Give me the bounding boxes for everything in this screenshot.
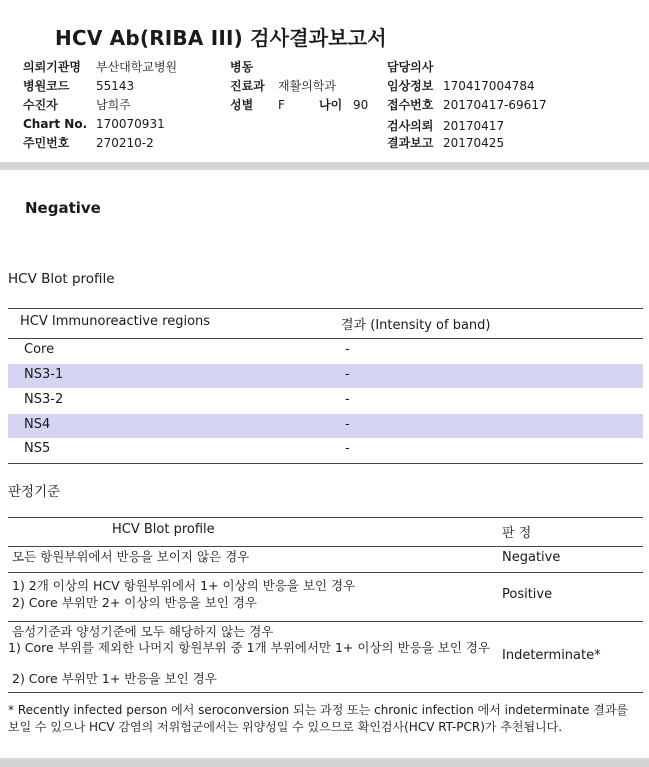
criteria-indeterminate-description: 음성기준과 양성기준에 모두 해당하지 않는 경우 bbox=[12, 624, 274, 639]
clinical-info-value: 170417004784 bbox=[443, 79, 535, 93]
institution-field bbox=[23, 58, 177, 75]
chart-no-field bbox=[23, 117, 165, 131]
criteria-table-bottom-rule bbox=[8, 692, 643, 693]
report-date-field bbox=[387, 134, 504, 151]
resident-no-field bbox=[23, 134, 154, 151]
hospital-code-value: 55143 bbox=[96, 79, 135, 93]
criteria-negative-result: Negative bbox=[502, 550, 561, 565]
sex-field bbox=[230, 96, 285, 113]
criteria-positive-result: Positive bbox=[502, 587, 553, 602]
resident-no-label: 주민번호 bbox=[23, 136, 70, 150]
request-date-label: 검사의뢰 bbox=[387, 119, 434, 133]
ward-field bbox=[230, 58, 278, 75]
blot-result-ns4: - bbox=[345, 417, 350, 432]
receipt-no-field bbox=[387, 96, 547, 113]
criteria-col-profile-header: HCV Blot profile bbox=[112, 522, 215, 537]
doctor-field bbox=[387, 58, 443, 75]
blot-region-ns4: NS4 bbox=[24, 417, 51, 432]
hospital-code-label: 병원코드 bbox=[23, 79, 70, 93]
receipt-no-value: 20170417-69617 bbox=[443, 98, 547, 112]
blot-section-title: HCV Blot profile bbox=[8, 271, 115, 287]
footer-separator bbox=[0, 758, 649, 767]
department-field bbox=[230, 77, 336, 94]
report-date-value: 20170425 bbox=[443, 136, 505, 150]
blot-result-ns3-1: - bbox=[345, 367, 350, 382]
resident-no-value: 270210-2 bbox=[96, 136, 154, 150]
footnote: * Recently infected person 에서 seroconversion 되는 과정 또는 chronic infection 에서 indeterminate 결과를 보일 수 있으나 HCV 감염의 저위험군에서는 위양성일 수 있으므로 확인검사(HCV RT-PCR)가 추천됩니다. bbox=[8, 703, 629, 734]
hospital-code-field bbox=[23, 77, 134, 94]
criteria-table-top-rule bbox=[8, 517, 643, 518]
blot-region-core: Core bbox=[24, 342, 55, 357]
chart-no-label: Chart No. bbox=[23, 117, 88, 131]
criteria-positive-condition-1: 1) 2개 이상의 HCV 항원부위에서 1+ 이상의 반응을 보인 경우 bbox=[12, 578, 356, 593]
criteria-table-header-rule bbox=[8, 546, 643, 547]
doctor-label: 담당의사 bbox=[387, 60, 434, 74]
blot-col-region-header: HCV Immunoreactive regions bbox=[20, 314, 211, 329]
institution-value: 부산대학교병원 bbox=[96, 60, 178, 74]
age-field bbox=[319, 96, 368, 113]
blot-region-ns3-2: NS3-2 bbox=[24, 392, 64, 407]
blot-result-ns5: - bbox=[345, 441, 350, 456]
department-value: 재활의학과 bbox=[278, 79, 336, 93]
clinical-info-label: 임상정보 bbox=[387, 79, 434, 93]
overall-result: Negative bbox=[25, 199, 101, 217]
criteria-row-rule bbox=[8, 572, 643, 573]
clinical-info-field bbox=[387, 77, 535, 94]
blot-row-highlight bbox=[8, 364, 643, 388]
blot-row-highlight bbox=[8, 414, 643, 438]
criteria-row-rule bbox=[8, 621, 643, 622]
criteria-indeterminate-condition-2: 2) Core 부위만 1+ 반응을 보인 경우 bbox=[12, 671, 217, 686]
receipt-no-label: 접수번호 bbox=[387, 98, 434, 112]
blot-result-ns3-2: - bbox=[345, 392, 350, 407]
criteria-positive-condition-2: 2) Core 부위만 2+ 이상의 반응을 보인 경우 bbox=[12, 595, 257, 610]
ward-label: 병동 bbox=[230, 60, 254, 74]
patient-value: 남희주 bbox=[96, 98, 131, 112]
criteria-indeterminate-condition-1: 1) Core 부위를 제외한 나머지 항원부위 중 1개 부위에서만 1+ 이상의 반응을 보인 경우 bbox=[8, 640, 491, 655]
report-date-label: 결과보고 bbox=[387, 136, 434, 150]
blot-table-header-rule bbox=[8, 338, 643, 339]
age-label: 나이 bbox=[319, 98, 343, 112]
blot-table-top-rule bbox=[8, 308, 643, 309]
blot-region-ns3-1: NS3-1 bbox=[24, 367, 64, 382]
header-separator bbox=[0, 162, 649, 170]
request-date-field bbox=[387, 117, 504, 134]
criteria-section-title: 판정기준 bbox=[8, 484, 61, 500]
chart-no-value: 170070931 bbox=[96, 117, 165, 131]
criteria-col-judgement-header: 판 정 bbox=[502, 526, 532, 541]
report-title: HCV Ab(RIBA III) 검사결과보고서 bbox=[55, 26, 387, 50]
request-date-value: 20170417 bbox=[443, 119, 505, 133]
blot-table-bottom-rule bbox=[8, 463, 643, 464]
patient-field bbox=[23, 96, 131, 113]
blot-region-ns5: NS5 bbox=[24, 441, 51, 456]
sex-value: F bbox=[278, 98, 285, 112]
blot-result-core: - bbox=[345, 342, 350, 357]
blot-col-result-header: 결과 (Intensity of band) bbox=[341, 318, 491, 333]
patient-label: 수진자 bbox=[23, 98, 58, 112]
sex-label: 성별 bbox=[230, 98, 254, 112]
institution-label: 의뢰기관명 bbox=[23, 60, 81, 74]
age-value: 90 bbox=[353, 98, 369, 112]
criteria-indeterminate-result: Indeterminate* bbox=[502, 648, 601, 663]
criteria-negative-description: 모든 항원부위에서 반응을 보이지 않은 경우 bbox=[12, 549, 250, 564]
department-label: 진료과 bbox=[230, 79, 265, 93]
